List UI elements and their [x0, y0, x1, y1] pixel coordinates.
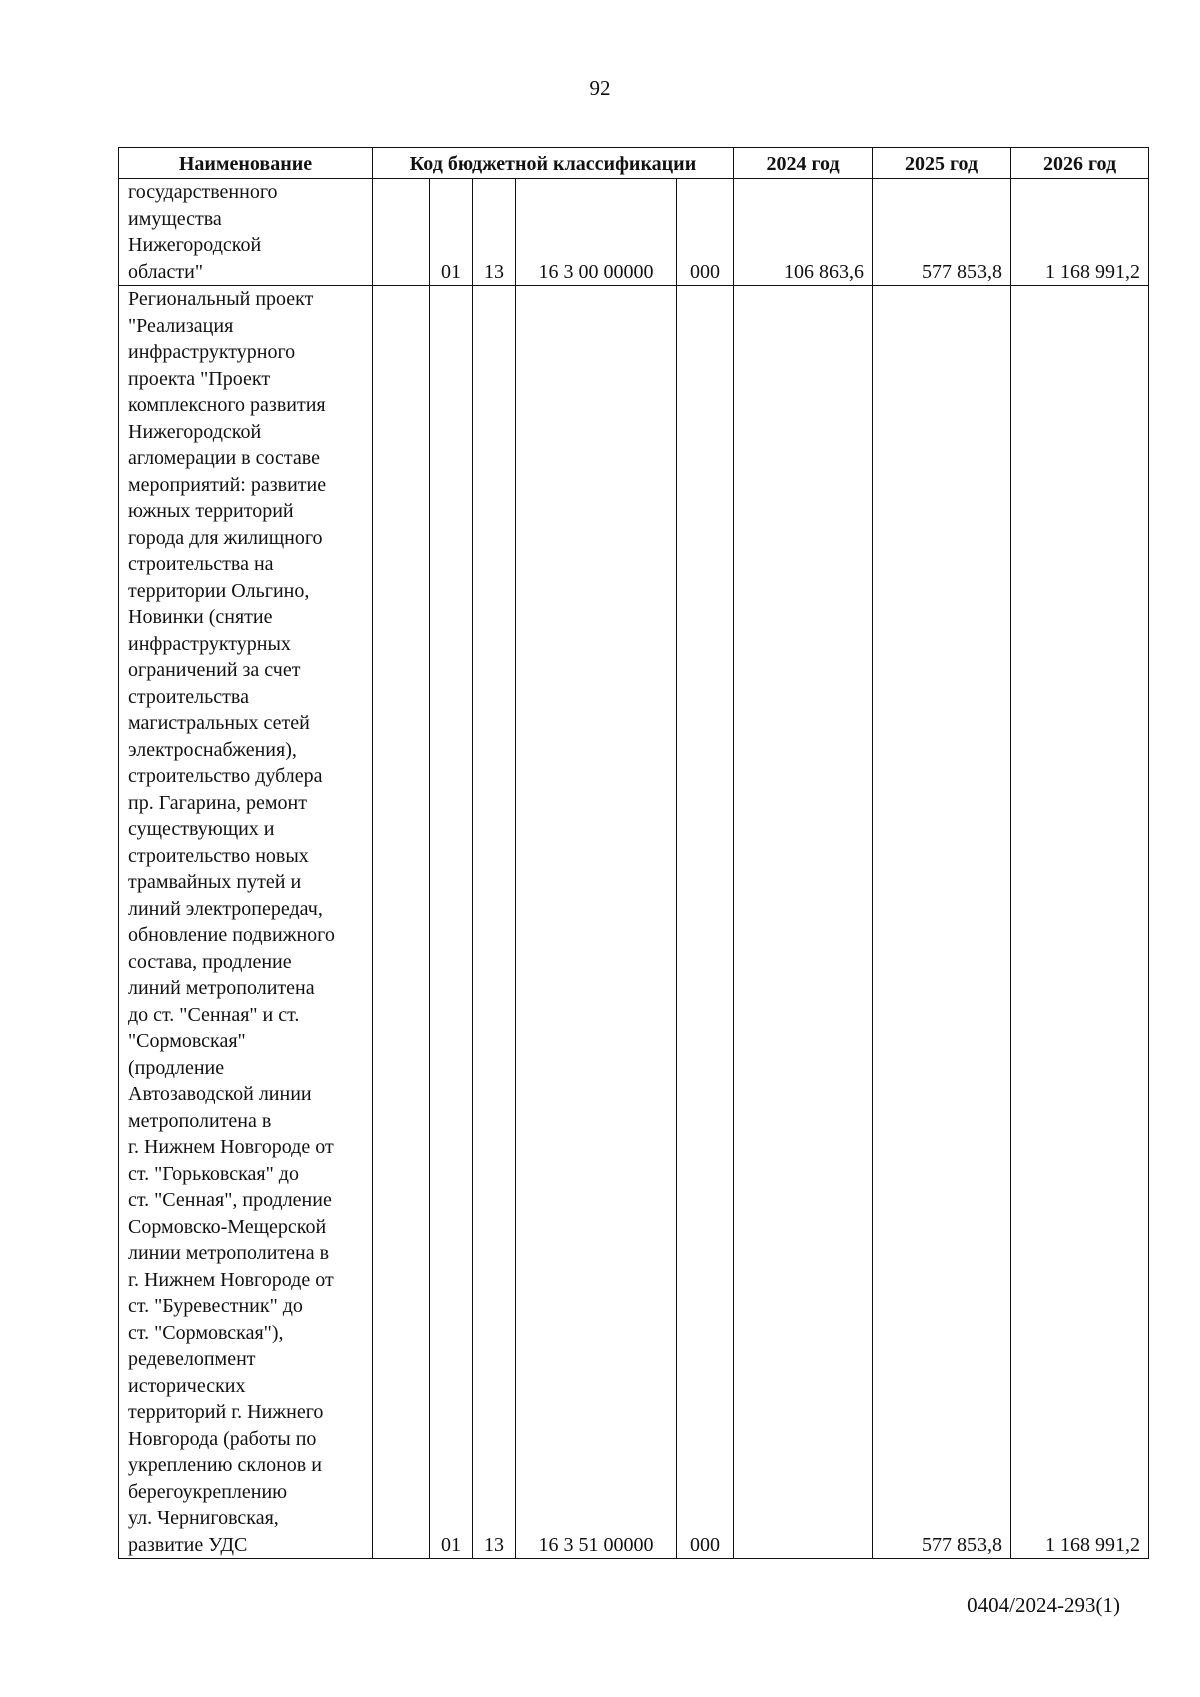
row-name-line: государственного: [128, 181, 278, 203]
code-section-cell: 01: [430, 286, 473, 1559]
code-subsection-cell: 13: [473, 179, 516, 286]
row-name-line: ст. "Сенная", продление: [128, 1189, 332, 1211]
row-name-line: ограничений за счет: [128, 659, 301, 681]
row-name-line: линии метрополитена в: [128, 1242, 330, 1264]
row-name-line: ст. "Горьковская" до: [128, 1162, 299, 1185]
code-section-cell: 01: [430, 179, 473, 286]
code-cell-1: [373, 179, 430, 286]
code-expense-type-cell: 000: [677, 179, 734, 286]
amount-2025-cell: 577 853,8: [873, 286, 1011, 1559]
header-2024: 2024 год: [734, 148, 873, 179]
row-name-line: до ст. "Сенная" и ст.: [128, 1003, 300, 1026]
row-name-line: агломерации в составе: [128, 447, 320, 469]
row-name-line: инфраструктурных: [128, 632, 291, 655]
row-name-line: существующих и: [128, 818, 275, 840]
budget-table: [118, 147, 1149, 1559]
row-name-line: редевелопмент: [128, 1348, 256, 1370]
row-name-line: обновление подвижного: [128, 924, 335, 946]
row-name-line: ст. "Сормовская"),: [128, 1321, 284, 1344]
table-body: [119, 179, 1149, 1559]
row-name-line: области": [128, 260, 204, 283]
row-name-line: г. Нижнем Новгороде от: [128, 1136, 334, 1158]
code-expense-type-cell: 000: [677, 286, 734, 1559]
row-name-line: (продление: [128, 1056, 225, 1079]
row-name-line: инфраструктурного: [128, 341, 296, 363]
row-name-line: Новгорода (работы по: [128, 1427, 317, 1450]
row-name-line: развитие УДС: [128, 1533, 248, 1556]
row-name-line: электроснабжения),: [128, 738, 297, 761]
row-name-line: проекта "Проект: [128, 367, 271, 390]
row-name-line: магистральных сетей: [128, 712, 310, 734]
row-name-line: южных территорий: [128, 500, 294, 522]
row-name-line: Автозаводской линии: [128, 1083, 312, 1105]
code-cell-1: [373, 286, 430, 1559]
amount-2026-cell: 1 168 991,2: [1011, 286, 1149, 1559]
row-name-line: территории Ольгино,: [128, 579, 310, 602]
row-name-line: строительство новых: [128, 844, 309, 867]
row-name-line: состава, продление: [128, 950, 292, 973]
page-number: 92: [589, 76, 611, 100]
row-name-line: территорий г. Нижнего: [128, 1401, 324, 1423]
row-name-line: линий метрополитена: [128, 977, 315, 999]
row-name-line: строительство дублера: [128, 765, 323, 787]
row-name-cell: [119, 286, 373, 1559]
row-name-line: "Реализация: [128, 314, 234, 337]
amount-2026-cell: 1 168 991,2: [1011, 179, 1149, 286]
amount-2024-cell: 106 863,6: [734, 179, 873, 286]
row-name-line: Новинки (снятие: [128, 606, 273, 628]
header-budget-code: Код бюджетной классификации: [373, 148, 734, 179]
row-name-line: Нижегородской: [128, 420, 262, 443]
document-number: 0404/2024-293(1): [967, 1593, 1120, 1617]
row-name-line: строительства: [128, 685, 249, 708]
row-name-line: Нижегородской: [128, 234, 262, 256]
table-header-row: [119, 148, 1149, 179]
amount-2024-cell: [734, 286, 873, 1559]
header-2025: 2025 год: [873, 148, 1011, 179]
row-name-line: Региональный проект: [128, 288, 314, 310]
row-name-line: берегоукреплению: [128, 1480, 288, 1503]
row-name-line: укреплению склонов и: [128, 1454, 322, 1476]
row-name-line: имущества: [128, 207, 222, 230]
code-subsection-cell: 13: [473, 286, 516, 1559]
row-name-line: линий электропередач,: [128, 897, 323, 920]
row-name-line: строительства на: [128, 553, 274, 575]
row-name-line: Сормовско-Мещерской: [128, 1215, 327, 1238]
row-name-line: комплексного развития: [128, 394, 326, 416]
row-name-line: исторических: [128, 1374, 246, 1397]
row-name-line: г. Нижнем Новгороде от: [128, 1268, 334, 1291]
table-row: [119, 286, 1149, 1559]
code-target-article-cell: 16 3 51 00000: [516, 286, 677, 1559]
row-name-line: ул. Черниговская,: [128, 1507, 279, 1529]
header-2026: 2026 год: [1011, 148, 1149, 179]
row-name-line: пр. Гагарина, ремонт: [128, 791, 307, 814]
header-name: Наименование: [119, 148, 373, 179]
row-name-line: ст. "Буревестник" до: [128, 1295, 303, 1317]
table-row: [119, 179, 1149, 286]
row-name-line: метрополитена в: [128, 1109, 272, 1132]
row-name-line: города для жилищного: [128, 526, 323, 549]
row-name-line: трамвайных путей и: [128, 871, 302, 893]
amount-2025-cell: 577 853,8: [873, 179, 1011, 286]
row-name-line: "Сормовская": [128, 1030, 246, 1052]
row-name-line: мероприятий: развитие: [128, 473, 327, 496]
row-name-cell: [119, 179, 373, 286]
code-target-article-cell: 16 3 00 00000: [516, 179, 677, 286]
